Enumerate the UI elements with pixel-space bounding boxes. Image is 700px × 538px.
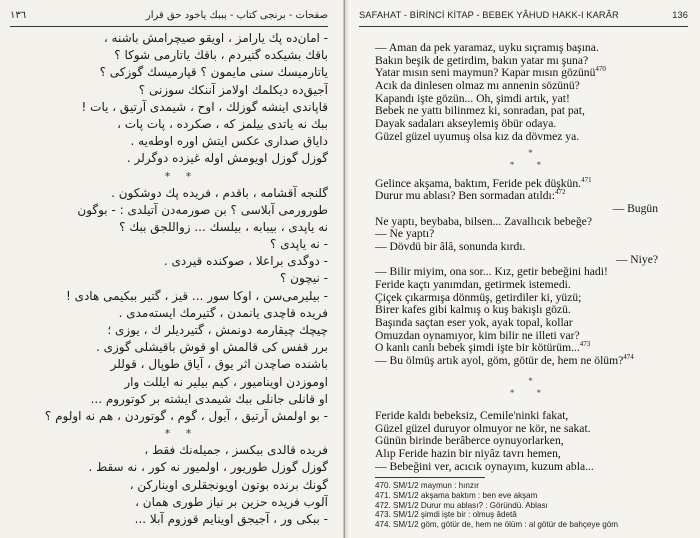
verse-text: — Ne yaptı?: [375, 227, 435, 241]
ottoman-verse-line: - امان‌ده پك یارامز ، اویقو صیچرامش باشنه ،: [103, 31, 328, 45]
left-page-title: صفحات - برنجی کتاب - بببك یاخود حق قرار: [145, 9, 328, 21]
footnote: 472. SM/1/2 Durur mu ablası? : Göründü. Ablası: [375, 500, 548, 510]
footnote-marker: 472: [554, 188, 566, 197]
section-divider-stars: * *: [164, 427, 198, 441]
right-page: [345, 0, 700, 538]
ottoman-verse-line: طورورمی آبلاسی ؟ بن صورمه‌دن آتیلدی : - بوگون: [77, 202, 328, 217]
footnote-rule: [375, 477, 485, 478]
verse-text: Alıp Feride hazin bir niyâz tavrı hemen,: [375, 446, 561, 460]
verse-text: Omuzdan oynamıyor, kim bilir ne illeti var?: [375, 328, 580, 342]
ottoman-verse-line: - بیلیرمی‌سن ، اوکا سور ... قیز ، گتیر ببکیمی هادی !: [65, 288, 328, 303]
ottoman-verse-line: - نه یاپدی ؟: [270, 237, 328, 252]
ottoman-verse-line: باقك بشیکده گتیردم ، باقك یاتارمی شوكا ؟: [114, 48, 328, 63]
verse-text: Günün birinde berâberce oynuyorlarken,: [375, 434, 564, 448]
right-page-text: [375, 42, 686, 473]
ottoman-verse-line: آلوب فریده حزین بر نیاز طوری همان ،: [135, 494, 328, 509]
right-header-rule: [359, 26, 688, 27]
verse-text: Bebek ne yattı bilinmez ki, sonradan, pat pat,: [375, 104, 585, 118]
ottoman-verse-line: نه یاپدی ، بیبابه ، بیلسك ... زواللجق ببك ؟: [119, 219, 328, 234]
verse-text: Güzel güzel uyumuş olsa kız da dövmez ya.: [375, 129, 580, 143]
ottoman-verse-line: داياق صداری عکس ایتش اوره اوطه‌يه .: [130, 134, 328, 149]
ottoman-verse-line: برر قفس کی قالمش او قوش باقیشلی گوزی .: [95, 340, 328, 355]
ottoman-verse-line: قاپاندی اینشه گوزلك ، اوح ، شیمدی آرتیق ، یات !: [81, 99, 328, 114]
poem-stanza-3: [375, 410, 686, 473]
ottoman-verse-line: گوزل گوزل طوریور ، اولمیور نه کور ، نه سقط .: [88, 460, 328, 475]
book-gutter-shadow: [343, 0, 349, 538]
verse-text: Güzel güzel duruyor olmuyor ne kör, ne sakat.: [375, 421, 591, 435]
ottoman-verse-line: - بو اولمش آرتیق ، آیول ، گوم ، گوتوردن ، هم نه اولوم ؟: [44, 408, 328, 423]
verse-text: — Bebeğini ver, acıcık oynayım, kuzum abla...: [375, 459, 594, 473]
section-divider-stars: * *: [164, 169, 198, 183]
verse-text: Dayak sadaları akseylemiş öbür odaya.: [375, 117, 557, 131]
left-page-header: [10, 6, 328, 24]
footnote-marker: 470: [595, 65, 606, 74]
ottoman-stanza-1: [34, 30, 328, 168]
poem-stanza-2: [375, 175, 686, 368]
verse-text: Feride kaçtı yanımdan, getirmek istemedi.: [375, 278, 571, 291]
verse-text: — Bugün: [612, 201, 658, 215]
footnote-marker: 471: [581, 175, 592, 184]
section-divider-stars: * * *: [509, 147, 552, 170]
ottoman-verse-line: باشنده صاچدن اثر یوق ، آیاق طوپال ، قوللر: [110, 357, 328, 372]
verse-line: [375, 355, 686, 368]
ottoman-verse-line: - دوگدی براعلا ، صوکنده قیردی .: [163, 254, 328, 269]
left-header-rule: [10, 26, 328, 27]
ottoman-verse-line: گلنجه آقشامه ، باقدم ، فریده پك دوشکون .: [111, 185, 328, 200]
ottoman-verse-line: - نیچون ؟: [279, 271, 328, 286]
verse-text: — Bilir miyim, ona sor... Kız, getir bebeğini hadi!: [375, 265, 608, 279]
footnote: 470. SM/1/2 maymun : hınzır: [375, 481, 479, 491]
verse-line: [375, 131, 686, 144]
footnotes: [375, 477, 686, 530]
verse-text: Çiçek çıkarmışa dönmüş, getirdiler ki, yüzü;: [375, 290, 582, 304]
left-page-text: [34, 30, 328, 528]
verse-line: [375, 461, 686, 474]
ottoman-verse-line: - ببکی ور ، آجیجق اوینایم قوزوم آبلا ...: [134, 511, 328, 526]
ottoman-stanza-4: [34, 442, 328, 528]
footnote-list: [375, 481, 686, 530]
ottoman-verse-line: آجیق‌ده دیکلمك اولامز آننکك سوزنی ؟: [138, 82, 328, 97]
verse-text: Feride kaldı bebeksiz, Cemile'ninki fakat,: [375, 408, 569, 422]
footnote-marker: 474: [623, 353, 634, 362]
verse-text: Bakın beşik de getirdim, bakın yatar mı şuna?: [375, 53, 589, 67]
verse-text: Durur mu ablası? Ben sormadan atıldı:: [375, 189, 555, 203]
verse-text: — Dövdü bir âlâ, sonunda kırdı.: [375, 239, 526, 253]
verse-text: Ne yaptı, beybaba, bilsen... Zavallıcık bebeğe?: [375, 214, 592, 228]
verse-text: Başında saçtan eser yok, ayak topal, kollar: [375, 316, 573, 330]
verse-text: Acık da dinlesen olmaz mı annenin sözünü?: [375, 79, 580, 93]
verse-text: O kanlı canlı bebek şimdi işte bir kötürüm...: [375, 341, 580, 355]
ottoman-verse-line: او قانلی جانلی ببك شیمدی ایشته بر کوتوروم ...: [90, 391, 328, 406]
ottoman-verse-line: چیچك چیقارمه دونمش ، گتیردیلر ك ، یوزی ؛: [107, 323, 328, 337]
left-page-number: ١٣٦: [10, 9, 27, 21]
right-page-title: SAFAHAT - BİRİNCİ KİTAP - BEBEK YÂHUD HAKK-I KARÂR: [359, 10, 619, 20]
verse-text: — Niye?: [615, 252, 658, 266]
verse-text: Yatar mısın seni maymun? Kapar mısın gözünü: [375, 66, 596, 80]
footnote-marker: 473: [579, 340, 591, 349]
ottoman-verse-line: فریده قاچدی یانمدن ، گتیرمك ایسته‌مدی .: [118, 305, 328, 320]
ottoman-verse-line: ببك نه یاتدی بیلمز که ، صکرده ، پات پات ،: [117, 116, 328, 131]
ottoman-verse-line: یاتارمیسك سنی مایمون ؟ قپارمیسك گوزكی ؟: [99, 65, 328, 80]
ottoman-verse-line: گوزل گوزل اویومش اوله غیزده دوگرلر .: [126, 151, 328, 166]
right-page-header: [359, 6, 688, 24]
right-page-number: 136: [672, 10, 688, 20]
ottoman-verse-line: اوموزدن اوینامیور ، کیم بیلیر نه ایللت وار: [124, 374, 328, 389]
footnote: 474. SM/1/2 göm, götür de, hem ne ölüm : al götür de bahçeye göm: [375, 520, 618, 530]
poem-stanza-1: [375, 42, 686, 144]
ottoman-stanza-2: [34, 185, 328, 288]
ottoman-stanza-3: [34, 288, 328, 426]
footnote: 473. SM/1/2 şimdi işte bir : olmuş âdetâ: [375, 510, 517, 520]
footnote: 471. SM/1/2 akşama baktım : ben eve akşam: [375, 490, 538, 500]
verse-text: Birer kafes gibi kalmış o kuş bakışlı gözü.: [375, 303, 571, 317]
verse-text: — Bu ölmüş artık ayol, göm, götür de, hem ne ölüm?: [375, 354, 624, 368]
verse-text: Gelince akşama, baktım, Feride pek düşkün.: [375, 176, 582, 190]
left-page: [0, 0, 345, 538]
verse-text: Kapandı işte gözün... Oh, şimdi artık, yat!: [375, 91, 570, 105]
verse-text: — Aman da pek yaramaz, uyku sıçramış başına.: [375, 41, 599, 54]
ottoman-verse-line: فریده قالدی ببکسز ، جمیله‌نك فقط ،: [144, 443, 328, 458]
ottoman-verse-line: گونك برنده بوتون اویونجقلری اوینارکن ،: [129, 477, 328, 492]
section-divider-stars: * * *: [509, 375, 552, 398]
